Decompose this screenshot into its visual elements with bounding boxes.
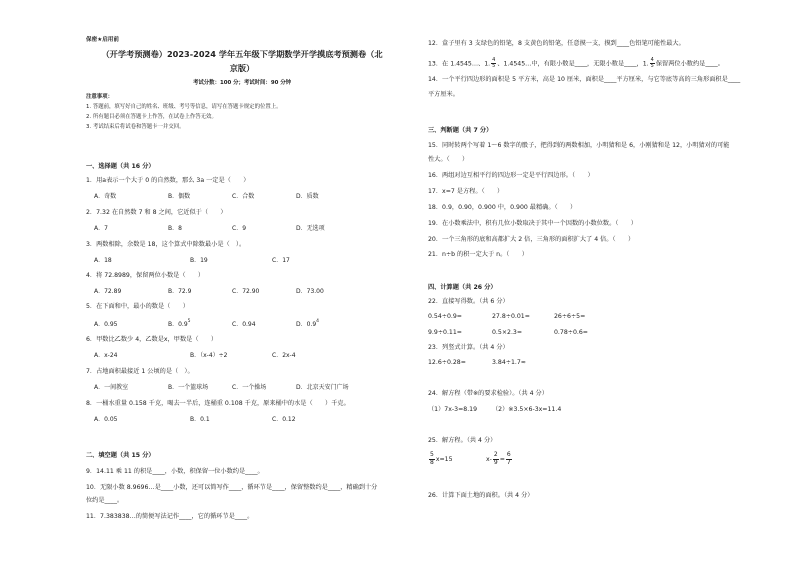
question-line: 24．解方程（带※的要求检验）。（共 4 分） (428, 390, 548, 397)
option-d: D．北京天安门广场 (296, 384, 349, 391)
question-line: 性大。（ ） (428, 156, 469, 163)
option-c: C．17 (272, 257, 290, 264)
mark-top: 4 (492, 57, 496, 63)
section-fill-title: 二、填空题（共 15 分） (86, 452, 155, 459)
option-b: B．0.1 (190, 416, 210, 423)
repeating-decimal-mark (491, 58, 496, 69)
option-b (168, 321, 191, 330)
calc-item: 27.8÷0.01= (492, 313, 530, 320)
denominator: 8 (430, 458, 434, 466)
section-calc-title: 四、计算题（共 26 分） (428, 284, 497, 291)
calc-item: 0.5×2.3= (492, 329, 523, 336)
option-a: A．72.89 (94, 288, 122, 295)
question-stem: 7．占地面积最接近 1 公顷的是（ ）。 (86, 368, 194, 375)
question-line: 平方厘米。 (428, 91, 459, 98)
option-c: C．2x-4 (272, 352, 296, 359)
option-c: C．0.94 (232, 321, 256, 328)
option-a: A．7 (94, 225, 108, 232)
question-line: 9．14.11 乘 11 的积是____，小数，积保留一位小数约是____。 (86, 468, 264, 475)
question-stem: 8．一桶水重量 0.158 千克，喝去一半后，连桶重 0.108 千克，原来桶中的水是（ ）千克。 (86, 400, 350, 407)
mark-bottom: 5 (492, 63, 496, 69)
option-b: B．偶数 (168, 193, 191, 200)
notice-item: 1. 答题前，填写好自己的姓名、班级、考号等信息，请写在答题卡规定的位置上。 (86, 104, 282, 110)
option-a: A．奇数 (94, 193, 117, 200)
question-line: 10．无限小数 8.9696…是____小数，还可以简写作____，循环节是____，保留整数约是____，精确到十分 (86, 484, 378, 491)
option-b: B．8 (168, 225, 182, 232)
secret-label: 保密★启用前 (86, 37, 119, 43)
option-a: A．18 (94, 257, 112, 264)
option-c: C．0.12 (272, 416, 296, 423)
option-d: D．质数 (296, 193, 319, 200)
question-line: 25．解方程。（共 4 分） (428, 437, 497, 444)
equation-item-fraction-b (486, 452, 513, 466)
option-d: D．73.00 (296, 288, 324, 295)
option-c: C．72.90 (232, 288, 260, 295)
equation-item: （2）※3.5×6-3x=11.4 (492, 406, 562, 413)
question-stem: 2．7.32 在自然数 7 和 8 之间，它近似于（ ） (86, 209, 227, 216)
repeat-dot-mark: 5 (187, 319, 191, 324)
question-line: 19．在小数乘法中，积有几位小数取决于其中一个因数的小数位数。（ ） (428, 220, 637, 227)
fraction (493, 452, 499, 466)
notice-item: 3. 考试结束后将试卷和答题卡一并交回。 (86, 124, 185, 130)
option-a: A．0.95 (94, 321, 118, 328)
question-line: 18．0.9，0.90，0.900 中，0.900 最精确。（ ） (428, 204, 577, 211)
exam-title-line1: （开学考预测卷）2023-2024 学年五年级下学期数学开学摸底考预测卷（北 (101, 49, 383, 59)
question-line: 21．n÷b 的积一定大于 n。（ ） (428, 251, 528, 258)
numerator: 2 (493, 451, 498, 458)
denominator: 7 (506, 458, 511, 466)
option-a: A．0.05 (94, 416, 118, 423)
question-line: 20．一个三角形的底和高都扩大 2 倍，三角形的面积扩大了 4 倍。（ ） (428, 236, 635, 243)
calc-item: 0.78÷0.6= (554, 329, 588, 336)
question-line: 17．x=7 是方程。（ ） (428, 188, 504, 195)
q13-text: 保留两位小数约是____。 (655, 60, 724, 68)
option-c: C．9 (232, 225, 247, 232)
mark-bottom: 5 (650, 63, 654, 69)
question-line: 16．两组对边互相平行的四边形一定是平行四边形。（ ） (428, 172, 594, 179)
notice-heading: 注意事项： (86, 94, 113, 100)
question-stem: 1．用a表示一个大于 0 的自然数，那么 3a 一定是（ ） (86, 177, 250, 184)
option-a: A．x-24 (94, 352, 118, 359)
option-c: C．合数 (232, 193, 255, 200)
question-line: 11．7.383838…的简便写法记作____，它的循环节是____。 (86, 513, 254, 520)
question-line-13 (428, 58, 724, 69)
equals-sign: = (499, 456, 505, 463)
question-stem: 3．两数相除，余数是 18，这个算式中除数最小是（ ）。 (86, 241, 246, 248)
repeat-dot-mark: 4 (316, 319, 320, 324)
option-b: B．72.9 (168, 288, 192, 295)
option-d-text: D．0.9 (296, 321, 317, 328)
question-line: 15．同时转两个写着 1～6 数字的骰子，把得到的两数相加，小明猜和是 6，小刚猜和是 12，小明猜对的可能 (428, 142, 730, 149)
option-c: C．一个操场 (232, 384, 267, 391)
option-b: B．19 (190, 257, 208, 264)
option-d (296, 321, 319, 330)
question-stem: 4．将 72.8989，保留两位小数是（ ） (86, 272, 205, 279)
section-judge-title: 三、判断题（共 7 分） (428, 127, 493, 134)
equation-item-fraction-a (428, 452, 453, 466)
calc-item: 3.84÷1.7≈ (492, 359, 526, 366)
exam-title-line2: 京版） (229, 63, 255, 73)
question-line: 22．直接写得数。（共 6 分） (428, 298, 509, 305)
fraction (429, 452, 435, 466)
question-stem: 5．在下面和中，最小的数是（ ） (86, 303, 189, 310)
calc-item: 0.54÷0.9= (428, 313, 462, 320)
fraction (506, 452, 512, 466)
equation-item: （1）7x-3=8.19 (428, 406, 478, 413)
notice-item: 2. 所有题目必须在答题卡上作答，在试卷上作答无效。 (86, 114, 217, 120)
calc-item: 9.9÷0.11= (428, 329, 462, 336)
numerator: 6 (506, 451, 511, 458)
q13-text: 13．在 1.4545…、1. (428, 60, 491, 68)
denominator: 9 (493, 458, 498, 466)
option-b-text: B．0.9 (168, 321, 188, 328)
option-b: B．（x-4）÷2 (190, 352, 228, 359)
repeating-decimal-mark (650, 58, 655, 69)
option-d: D．无选项 (296, 225, 325, 232)
question-line: 26．计算下面土地的面积。（共 4 分） (428, 492, 534, 499)
score-time-info: 考试分数：100 分；考试时间：90 分钟 (193, 80, 291, 86)
calc-item: 26÷6÷5= (554, 313, 586, 320)
option-b: B．一个篮球场 (168, 384, 209, 391)
equation-text: x- (486, 456, 492, 463)
equation-text: x=15 (435, 456, 453, 463)
mark-top: 4 (650, 57, 654, 63)
section-choice-title: 一、选择题（共 16 分） (86, 163, 155, 170)
question-line: 14．一个平行四边形的面积是 5 平方米，高是 10 厘米，面积是____平方厘米，与它等底等高的三角形面积是____ (428, 76, 741, 83)
question-stem: 6．甲数比乙数少 4，乙数是x，甲数是（ ） (86, 336, 218, 343)
question-line: 位约是____。 (86, 497, 124, 504)
numerator: 5 (430, 451, 434, 458)
question-line: 23．列竖式计算。（共 4 分） (428, 344, 509, 351)
option-a: A．一间教室 (94, 384, 129, 391)
question-line: 12．盒子里有 3 支绿色的铅笔，8 支黄色的铅笔，任意摸一支，摸到____色铅笔可能性最大。 (428, 40, 685, 47)
q13-text: 、1.4545…中，有限小数是____，无限小数是____，1. (497, 60, 649, 68)
calc-item: 12.6÷0.28= (428, 359, 466, 366)
